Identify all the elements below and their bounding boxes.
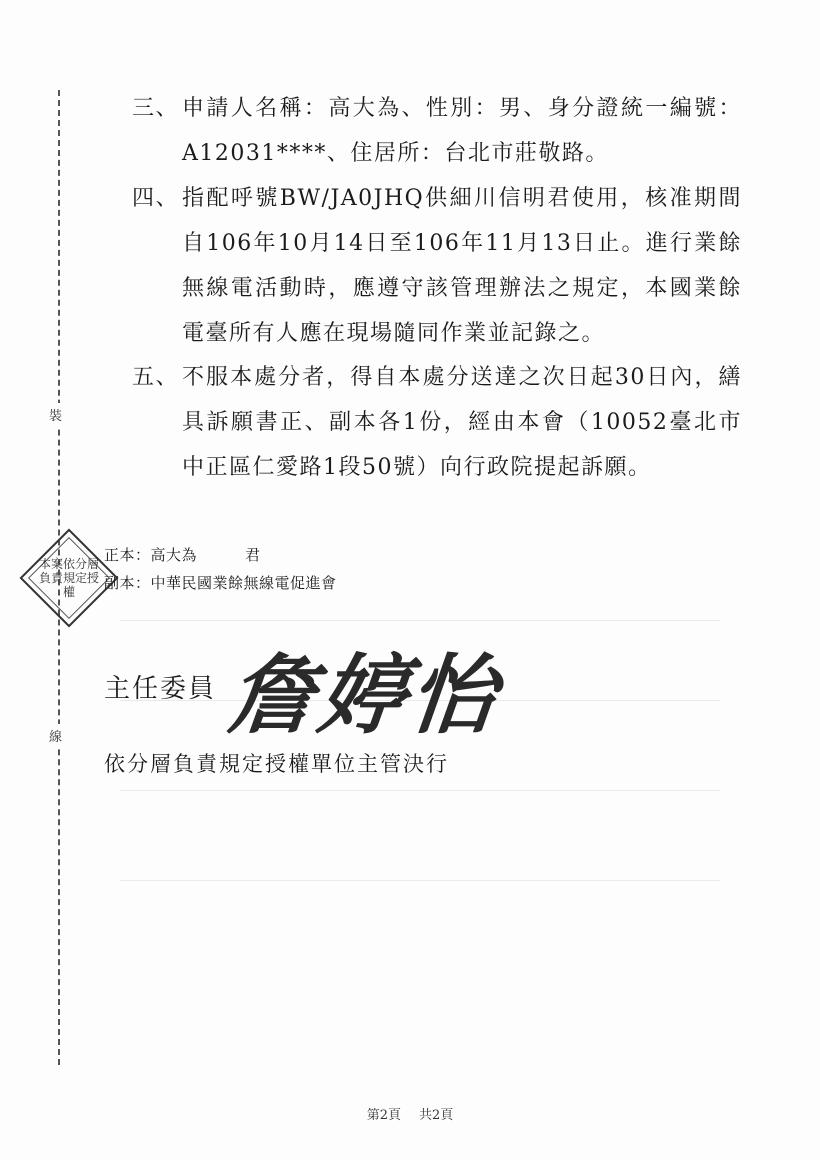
clause-four: [132, 176, 742, 356]
binding-mark-bottom: 線: [49, 724, 62, 747]
signature: 詹婷怡: [223, 645, 505, 746]
page-total: 共2頁: [419, 1108, 454, 1123]
page-footer: [0, 1104, 820, 1123]
binding-mark-top: 裝: [49, 403, 62, 426]
clause-text: 不服本處分者，得自本處分送達之次日起30日內，繕具訴願書正、副本各1份，經由本會（10052臺北市中正區仁愛路1段50號）向行政院提起訴願。: [182, 365, 742, 480]
clause-number: 五、: [132, 365, 180, 390]
copy-recipient: 副本：中華民國業餘無線電促進會: [104, 574, 337, 592]
clause-number: 三、: [132, 96, 180, 121]
original-recipient-name: 正本：高大為: [104, 546, 198, 564]
clause-number: 四、: [132, 186, 180, 211]
delegation-note: 依分層負責規定授權單位主管決行: [104, 752, 449, 776]
clause-five: [132, 355, 742, 490]
original-recipient: [104, 544, 261, 565]
clause-three: [132, 86, 742, 176]
original-recipient-suffix: 君: [245, 546, 261, 564]
stamp-text: 本案依分層負責規定授權: [38, 557, 99, 599]
page-number: 第2頁: [366, 1108, 401, 1123]
clause-text: 指配呼號BW/JA0JHQ供細川信明君使用，核准期間自106年10月14日至106年11月13日止。進行業餘無線電活動時，應遵守該管理辦法之規定，本國業餘電臺所有人應在現場隨同作業並記錄之。: [182, 186, 742, 346]
clause-text: 申請人名稱：高大為、性別：男、身分證統一編號：A12031****、住居所：台北市莊敬路。: [182, 96, 742, 166]
signer-title: 主任委員: [104, 674, 217, 704]
